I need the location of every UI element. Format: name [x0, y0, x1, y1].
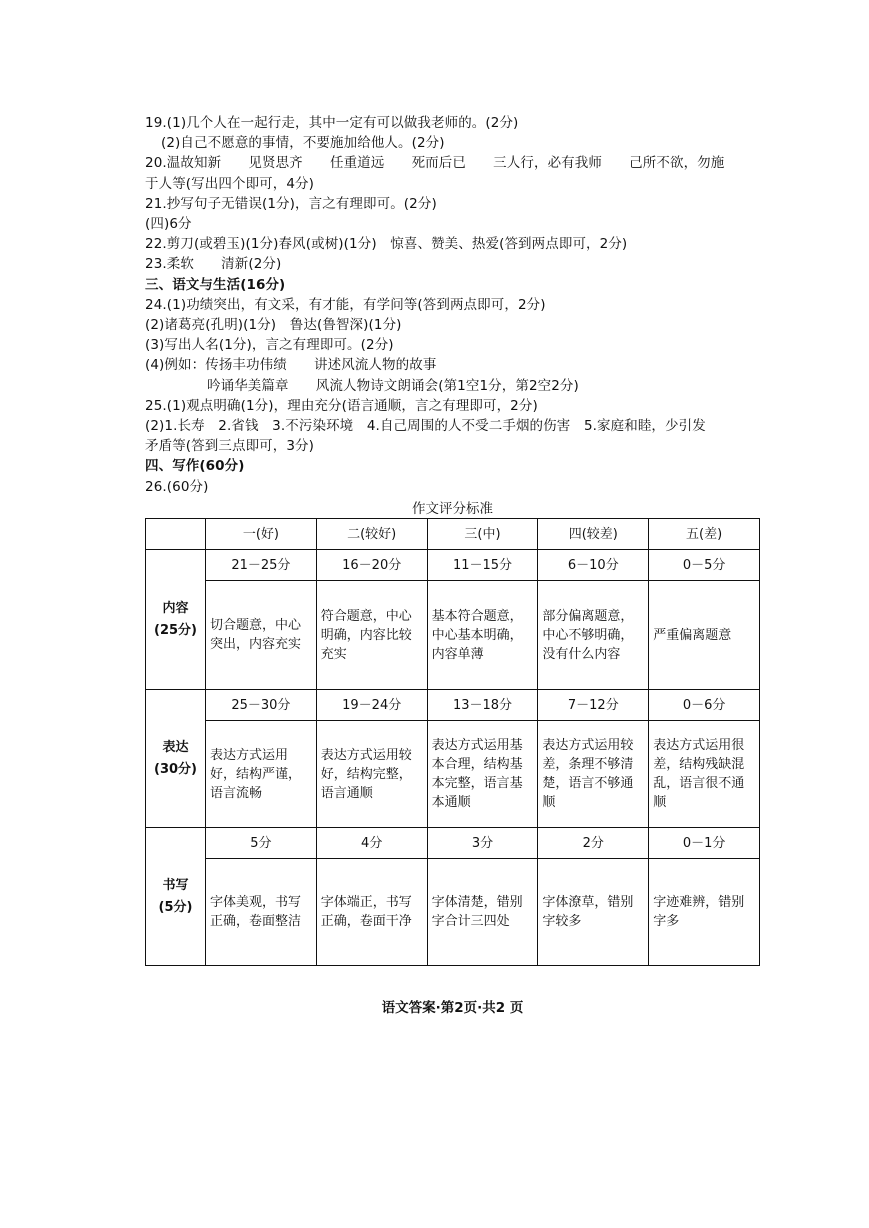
scoring-table	[145, 518, 760, 966]
category-cell	[146, 690, 206, 828]
criterion-text: 字体端正，书写正确，卷面干净	[316, 859, 427, 966]
answer-line: 19.(1)几个人在一起行走，其中一定有可以做我老师的。(2分)	[145, 115, 519, 131]
table-header-row	[146, 519, 760, 550]
criterion-text: 基本符合题意，中心基本明确，内容单薄	[427, 581, 538, 690]
answer-line: 23.柔软 清新(2分)	[145, 256, 282, 273]
level-header: 一(好)	[206, 519, 317, 550]
category-points: (5分)	[158, 899, 193, 915]
score-range: 21－25分	[206, 550, 317, 581]
criterion-text: 字体美观，书写正确，卷面整洁	[206, 859, 317, 966]
criterion-text: 符合题意，中心明确，内容比较充实	[316, 581, 427, 690]
corner-cell	[146, 519, 206, 550]
section-heading: 三、语文与生活(16分)	[145, 276, 286, 293]
category-name: 表达	[162, 739, 189, 755]
level-header: 四(较差)	[538, 519, 649, 550]
criterion-text: 严重偏离题意	[649, 581, 760, 690]
category-name: 内容	[162, 600, 189, 616]
level-header: 三(中)	[427, 519, 538, 550]
answer-line: (2)1.长寿 2.省钱 3.不污染环境 4.自己周围的人不受二手烟的伤害 5.家庭和睦，少引发	[145, 418, 706, 435]
score-range: 7－12分	[538, 690, 649, 721]
category-points: (30分)	[154, 761, 197, 777]
answer-line: (四)6分	[145, 216, 192, 233]
score-range: 3分	[427, 828, 538, 859]
answer-line: 20.温故知新 见贤思齐 任重道远 死而后已 三人行，必有我师 己所不欲，勿施	[145, 155, 725, 172]
category-points: (25分)	[154, 622, 197, 638]
score-range: 6－10分	[538, 550, 649, 581]
section-heading: 四、写作(60分)	[145, 458, 245, 475]
score-range: 11－15分	[427, 550, 538, 581]
score-range: 2分	[538, 828, 649, 859]
criterion-text: 字体潦草，错别字较多	[538, 859, 649, 966]
answer-line: 于人等(写出四个即可，4分)	[145, 175, 315, 192]
answer-line: 26.(60分)	[145, 478, 209, 495]
answer-line: 25.(1)观点明确(1分)，理由充分(语言通顺，言之有理即可，2分)	[145, 397, 538, 414]
score-range: 16－20分	[316, 550, 427, 581]
score-row	[146, 828, 760, 859]
level-header: 五(差)	[649, 519, 760, 550]
criterion-text: 切合题意，中心突出，内容充实	[206, 581, 317, 690]
criterion-text: 表达方式运用基本合理，结构基本完整，语言基本通顺	[427, 721, 538, 828]
description-row	[146, 581, 760, 690]
score-range: 0－5分	[649, 550, 760, 581]
table-title: 作文评分标准	[412, 501, 493, 517]
answer-line: (2)自己不愿意的事情，不要施加给他人。(2分)	[161, 135, 445, 152]
answer-lines	[145, 113, 785, 497]
criterion-text: 表达方式运用很差，结构残缺混乱，语言很不通顺	[649, 721, 760, 828]
score-row	[146, 690, 760, 721]
answer-line: 矛盾等(答到三点即可，3分)	[145, 438, 315, 455]
answer-line: (2)诸葛亮(孔明)(1分) 鲁达(鲁智深)(1分)	[145, 317, 402, 334]
answer-line: 吟诵华美篇章 风流人物诗文朗诵会(第1空1分，第2空2分)	[207, 377, 579, 394]
score-range: 0－1分	[649, 828, 760, 859]
level-header: 二(较好)	[316, 519, 427, 550]
score-range: 25－30分	[206, 690, 317, 721]
score-range: 4分	[316, 828, 427, 859]
answer-line: (3)写出人名(1分)，言之有理即可。(2分)	[145, 337, 394, 354]
category-name: 书写	[162, 877, 189, 893]
answer-line: 24.(1)功绩突出，有文采，有才能，有学问等(答到两点即可，2分)	[145, 296, 546, 313]
score-range: 13－18分	[427, 690, 538, 721]
score-range: 0－6分	[649, 690, 760, 721]
answer-line: 22.剪刀(或碧玉)(1分)春风(或树)(1分) 惊喜、赞美、热爱(答到两点即可，2分)	[145, 236, 628, 253]
category-cell	[146, 828, 206, 966]
answer-line: 21.抄写句子无错误(1分)，言之有理即可。(2分)	[145, 195, 437, 212]
score-range: 19－24分	[316, 690, 427, 721]
criterion-text: 表达方式运用较好，结构完整，语言通顺	[316, 721, 427, 828]
score-range: 5分	[206, 828, 317, 859]
category-cell	[146, 550, 206, 690]
criterion-text: 字迹难辨，错别字多	[649, 859, 760, 966]
answer-line: (4)例如：传扬丰功伟绩 讲述风流人物的故事	[145, 357, 437, 374]
description-row	[146, 721, 760, 828]
criterion-text: 表达方式运用较差，条理不够清楚，语言不够通顺	[538, 721, 649, 828]
criterion-text: 表达方式运用好，结构严谨，语言流畅	[206, 721, 317, 828]
score-row	[146, 550, 760, 581]
criterion-text: 部分偏离题意，中心不够明确，没有什么内容	[538, 581, 649, 690]
criterion-text: 字体清楚，错别字合计三四处	[427, 859, 538, 966]
description-row	[146, 859, 760, 966]
page-footer: 语文答案·第2页·共2 页	[381, 1000, 524, 1016]
